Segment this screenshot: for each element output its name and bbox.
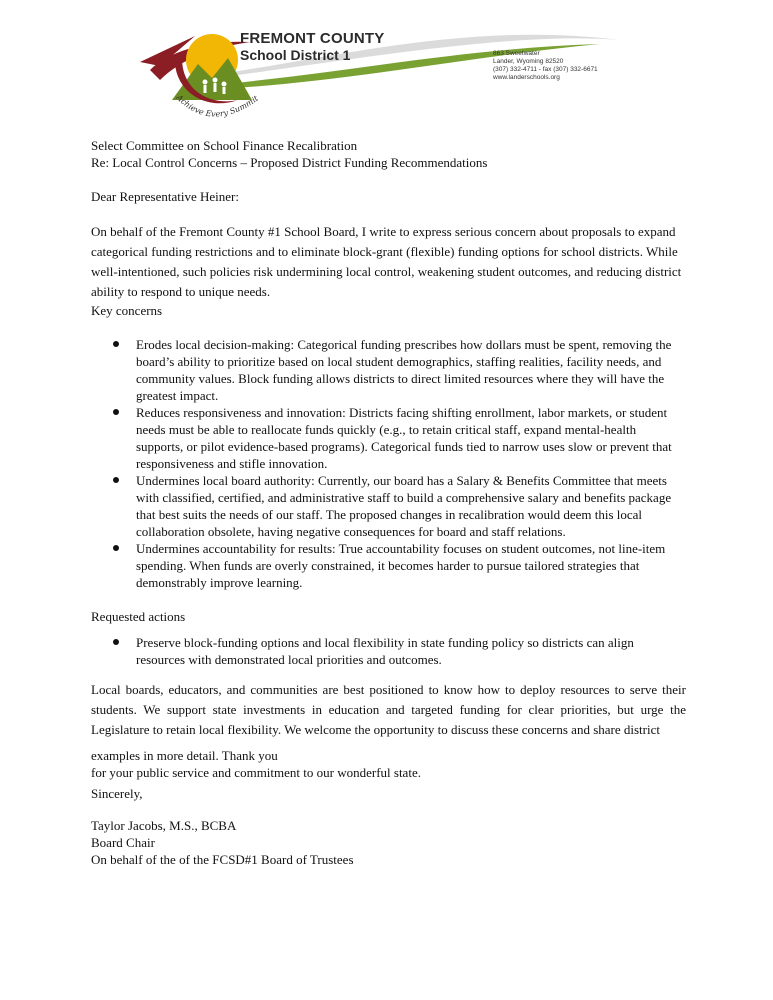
letter-body — [91, 137, 686, 868]
signer-title: Board Chair — [91, 835, 155, 850]
motto-arc — [0, 0, 773, 125]
closing-line: examples in more detail. Thank you — [91, 748, 278, 763]
key-concerns-heading: Key concerns — [91, 303, 163, 318]
intro-paragraph: On behalf of the Fremont County #1 School Board, I write to express serious concern about proposals to expand categorical funding restrictions and to eliminate block-grant (flexible) funding options for school districts. While well-intentioned, such policies risk undermining local control, weakening student outcomes, and reducing district ability to respond to unique needs. — [91, 224, 682, 299]
signer-on-behalf: On behalf of the of the FCSD#1 Board of Trustees — [91, 852, 354, 867]
requested-actions-list — [91, 634, 686, 668]
address-street: 863 Sweetwater — [493, 50, 540, 57]
list-item: Preserve block-funding options and local flexibility in state funding policy so districts can align resources with demonstrated local priorities and outcomes. — [91, 634, 686, 668]
org-name: FREMONT COUNTY — [240, 30, 385, 47]
bullet-icon — [113, 477, 119, 483]
svg-text:Achieve Every Summit — [174, 92, 261, 118]
closing-line-thanks: for your public service and commitment to our wonderful state. — [91, 765, 421, 780]
bullet-icon — [113, 409, 119, 415]
letterhead — [0, 0, 773, 125]
bullet-icon — [113, 639, 119, 645]
address-website: www.landerschools.org — [493, 74, 560, 81]
list-item: Undermines accountability for results: True accountability focuses on student outcomes, not line-item spending. When funds are overly constrained, it becomes harder to pursue tailored strategies that demonstrably improve learning. — [91, 540, 686, 591]
requested-actions-heading: Requested actions — [91, 609, 186, 624]
recipient-re: Re: Local Control Concerns – Proposed District Funding Recommendations — [91, 155, 488, 170]
bullet-icon — [113, 545, 119, 551]
address-city: Lander, Wyoming 82520 — [493, 58, 564, 65]
signoff: Sincerely, — [91, 786, 143, 801]
org-subname: School District 1 — [240, 47, 351, 63]
motto-text: Achieve Every Summit — [174, 93, 260, 119]
list-item: Undermines local board authority: Currently, our board has a Salary & Benefits Committee that meets with classified, certified, and administrative staff to build a comprehensive salary and benefits package that best suits the needs of our staff. The proposed changes in recalibration would deem this local collaboration obsolete, having negative consequences for board and staff relations. — [91, 472, 686, 540]
address-phone: (307) 332-4711 - fax (307) 332-6671 — [493, 66, 598, 73]
district-address — [493, 50, 598, 82]
salutation: Dear Representative Heiner: — [91, 189, 239, 204]
list-item: Erodes local decision-making: Categorical funding prescribes how dollars must be spent, removing the board’s ability to prioritize based on local student demographics, staffing realities, facility needs, and community values. Block funding allows districts to direct limited resources where they will have the greatest impact. — [91, 336, 686, 404]
recipient-committee: Select Committee on School Finance Recalibration — [91, 138, 358, 153]
signer-name: Taylor Jacobs, M.S., BCBA — [91, 818, 237, 833]
key-concerns-list — [91, 336, 686, 591]
bullet-icon — [113, 341, 119, 347]
list-item: Reduces responsiveness and innovation: Districts facing shifting enrollment, labor markets, or student needs must be able to reallocate funds quickly (e.g., to retain critical staff, expand mental-health supports, or pilot evidence-based programs). Categorical funds tied to narrow uses slow or prevent that responsiveness and stifle innovation. — [91, 404, 686, 472]
closing-paragraph: Local boards, educators, and communities are best positioned to know how to deploy resources to serve their students. We support state investments in education and targeted funding for clear priorities, but urge the Legislature to retain local flexibility. We welcome the opportunity to discuss these concerns and share district — [91, 682, 686, 737]
